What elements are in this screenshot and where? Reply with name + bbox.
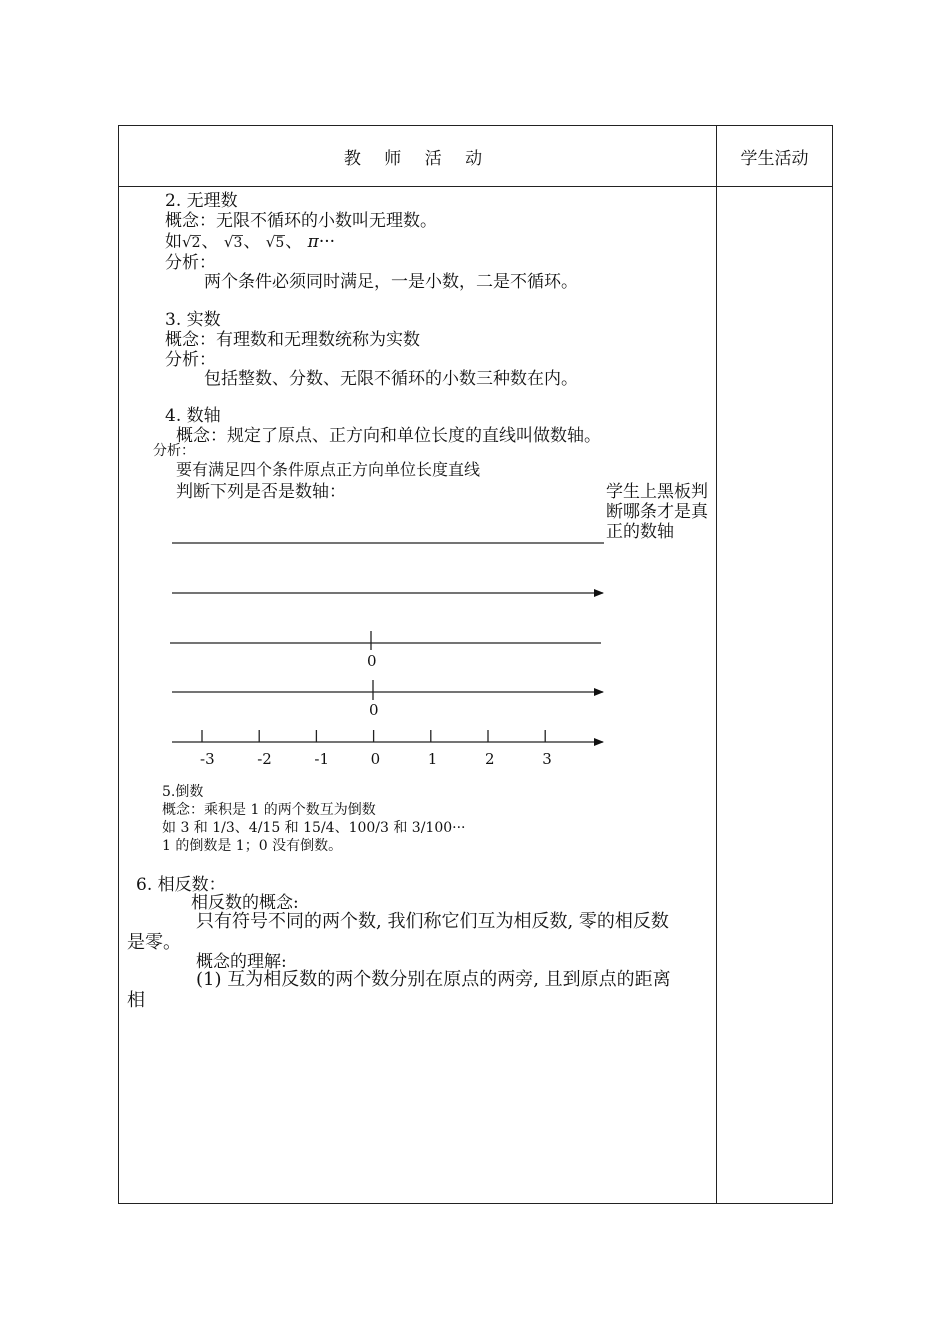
numberline-concept: 概念：规定了原点、正方向和单位长度的直线叫做数轴。 bbox=[176, 426, 601, 446]
student-activity-text: 学生上黑板判断哪条才是真正的数轴 bbox=[606, 482, 708, 542]
opposite-point1-line1: (1) 互为相反数的两个数分别在原点的两旁, 且到原点的距离 bbox=[196, 969, 671, 990]
sqrt-icon: √ bbox=[265, 233, 276, 251]
irrational-heading: 2. 无理数 bbox=[165, 191, 238, 211]
numberline-question: 判断下列是否是数轴： bbox=[176, 482, 346, 502]
irrational-concept: 概念：无限不循环的小数叫无理数。 bbox=[165, 211, 437, 231]
opposite-heading: 6. 相反数： bbox=[136, 875, 226, 895]
real-concept: 概念：有理数和无理数统称为实数 bbox=[165, 330, 420, 350]
sqrt-icon: √ bbox=[223, 233, 234, 251]
numberline-analysis-text: 要有满足四个条件原点正方向单位长度直线 bbox=[176, 460, 481, 479]
opposite-concept-line1: 只有符号不同的两个数, 我们称它们互为相反数, 零的相反数 bbox=[196, 911, 669, 932]
column-divider bbox=[716, 126, 717, 1203]
radicand-3: 3 bbox=[233, 235, 243, 251]
ellipsis: ··· bbox=[318, 232, 336, 252]
student-activity-header: 学生活动 bbox=[740, 148, 809, 169]
axis-tick-label: -1 bbox=[314, 750, 330, 768]
irrational-analysis-text: 两个条件必须同时满足，一是小数，二是不循环。 bbox=[204, 272, 578, 292]
reciprocal-heading: 5.倒数 bbox=[162, 784, 204, 800]
axis-tick-label: 0 bbox=[370, 750, 381, 768]
origin-label: 0 bbox=[367, 652, 377, 670]
axis-tick-label: 1 bbox=[427, 750, 438, 768]
opposite-concept-line2: 是零。 bbox=[127, 932, 181, 953]
opposite-concept-label: 相反数的概念: bbox=[191, 893, 299, 913]
opposite-understanding-label: 概念的理解: bbox=[196, 952, 287, 972]
radicand-2: 2 bbox=[191, 235, 201, 251]
real-analysis-text: 包括整数、分数、无限不循环的小数三种数在内。 bbox=[204, 369, 578, 389]
numberline-heading: 4. 数轴 bbox=[165, 406, 221, 426]
axis-tick-label: 3 bbox=[542, 750, 552, 768]
origin-label: 0 bbox=[369, 701, 379, 719]
irrational-analysis-label: 分析： bbox=[165, 253, 216, 273]
axis-tick-label: -2 bbox=[257, 750, 272, 768]
separator: 、 bbox=[285, 232, 303, 252]
example-prefix: 如 bbox=[165, 232, 182, 252]
reciprocal-note: 1 的倒数是 1；0 没有倒数。 bbox=[162, 838, 343, 854]
real-analysis-label: 分析： bbox=[165, 350, 216, 370]
numberline-analysis-label: 分析： bbox=[153, 443, 195, 459]
pi-symbol: π bbox=[307, 232, 319, 252]
radicand-5: 5 bbox=[275, 235, 285, 251]
real-heading: 3. 实数 bbox=[165, 310, 221, 330]
axis-tick-label: 2 bbox=[485, 750, 495, 768]
opposite-point1-line2: 相 bbox=[127, 990, 145, 1011]
reciprocal-example: 如 3 和 1/3、4/15 和 15/4、100/3 和 3/100··· bbox=[162, 820, 466, 836]
separator: 、 bbox=[201, 232, 219, 252]
teacher-activity-header: 教 师 活 动 bbox=[343, 148, 492, 169]
reciprocal-concept: 概念：乘积是 1 的两个数互为倒数 bbox=[162, 802, 376, 818]
separator: 、 bbox=[243, 232, 261, 252]
sqrt-icon: √ bbox=[182, 233, 192, 251]
axis-tick-label: -3 bbox=[200, 750, 215, 768]
